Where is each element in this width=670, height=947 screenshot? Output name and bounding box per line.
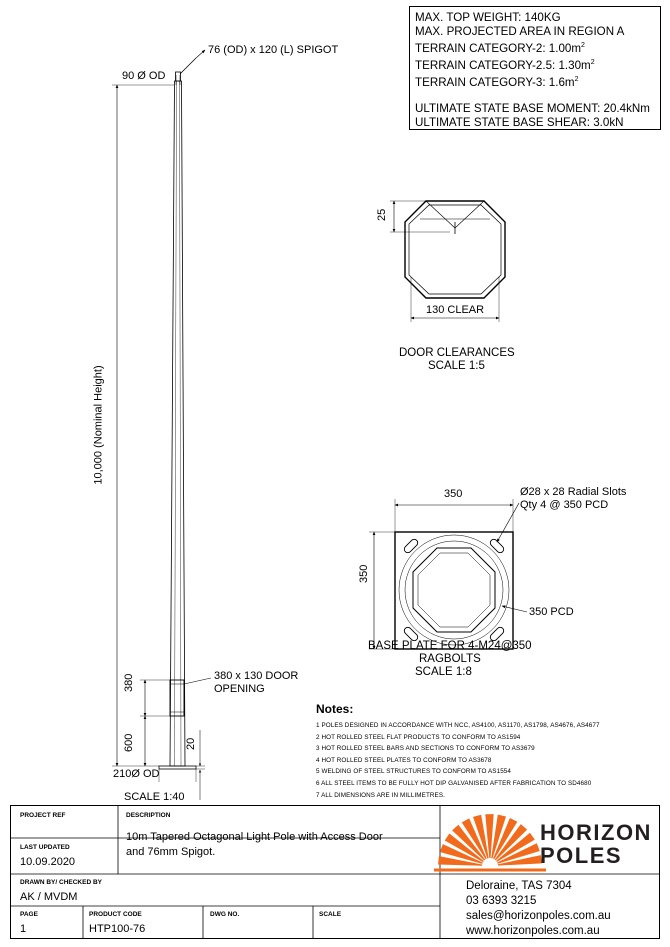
base-plate-scale: SCALE 1:8 <box>415 666 472 678</box>
note-item: 4 HOT ROLLED STEEL PLATES TO CONFORM TO AS3678 <box>316 756 492 764</box>
door-opening-label-2: OPENING <box>214 683 265 695</box>
nominal-height-label: 10,000 (Nominal Height) <box>92 365 105 485</box>
base-od-label: 210Ø OD <box>113 768 160 780</box>
note-item: 7 ALL DIMENSIONS ARE IN MILLIMETRES. <box>316 791 445 799</box>
spec-top-weight: MAX. TOP WEIGHT: 140KG <box>415 11 561 24</box>
description-line-1: 10m Tapered Octagonal Light Pole with Access Door <box>126 831 383 843</box>
company-name-line-2: POLES <box>540 843 623 868</box>
door-clearances-title: DOOR CLEARANCES <box>399 347 515 359</box>
pole-shaft <box>170 81 185 766</box>
door-clearance-octagon-outer <box>405 201 505 298</box>
note-item: 6 ALL STEEL ITEMS TO BE FULLY HOT DIP GALVANISED AFTER FABRICATION TO SD4680 <box>316 779 592 787</box>
radial-slots-label-2: Qty 4 @ 350 PCD <box>520 499 609 511</box>
notes-section <box>316 702 600 801</box>
drawn-by-value: AK / MVDM <box>20 891 78 903</box>
note-item: 2 HOT ROLLED STEEL FLAT PRODUCTS TO CONFORM TO AS1594 <box>316 733 521 741</box>
pole-scale-label: SCALE 1:40 <box>124 791 185 803</box>
scale-label: SCALE <box>319 911 342 918</box>
note-item: 5 WELDING OF STEEL STRUCTURES TO CONFORM TO AS1554 <box>316 768 511 776</box>
page-value: 1 <box>20 923 27 935</box>
spec-terrain-cat-2-5: TERRAIN CATEGORY-2.5: $1.30m^2$ <box>415 58 595 72</box>
page-label: PAGE <box>20 911 38 918</box>
company-name-line-1: HORIZON <box>540 820 652 845</box>
door-opening-label-1: 380 x 130 DOOR <box>214 670 299 682</box>
base-plate-title-1: BASE PLATE FOR 4-M24@350 <box>368 640 532 652</box>
note-item: 3 HOT ROLLED STEEL BARS AND SECTIONS TO CONFORM TO AS3679 <box>316 745 535 753</box>
pole-base-plate <box>159 766 196 769</box>
notes-heading: Notes: <box>316 702 354 716</box>
company-phone: 03 6393 3215 <box>466 895 537 907</box>
company-website[interactable]: www.horizonpoles.com.au <box>466 925 600 937</box>
specification-box <box>409 6 661 130</box>
door-opening-outline <box>170 680 184 716</box>
dim-20-label: 20 <box>185 737 197 750</box>
last-updated-value: 10.09.2020 <box>20 856 76 868</box>
dwg-no-label: DWG NO. <box>210 911 240 918</box>
pcd-circle <box>399 535 509 645</box>
product-code-value: HTP100-76 <box>89 923 146 935</box>
product-code-label: PRODUCT CODE <box>89 911 142 918</box>
company-contact <box>466 879 611 939</box>
dim-130-clear-label: 130 CLEAR <box>426 304 485 316</box>
base-plate-plan <box>369 499 527 649</box>
company-location: Deloraine, TAS 7304 <box>466 880 572 892</box>
description-label: DESCRIPTION <box>126 812 171 819</box>
pcd-label: 350 PCD <box>529 606 574 618</box>
radial-slots-label-1: Ø28 x 28 Radial Slots <box>520 486 627 498</box>
project-ref-label: PROJECT REF <box>20 812 66 819</box>
pole-base-octagon <box>413 548 495 632</box>
drawn-by-label: DRAWN BY/ CHECKED BY <box>20 879 102 886</box>
note-item: 1 POLES DESIGNED IN ACCORDANCE WITH NCC, AS4100, AS1170, AS1798, AS4676, AS4677 <box>316 722 600 729</box>
door-clearance-octagon-inner <box>409 205 501 294</box>
last-updated-label: LAST UPDATED <box>20 844 70 851</box>
base-plate-title-2: RAGBOLTS <box>419 653 481 665</box>
dim-350-top-label: 350 <box>444 488 463 500</box>
description-line-2: and 76mm Spigot. <box>126 846 216 858</box>
spec-terrain-cat-2: TERRAIN CATEGORY-2: $1.00m^2$ <box>415 41 585 55</box>
dim-25-label: 25 <box>376 208 388 221</box>
top-od-label: 90 Ø OD <box>122 70 166 82</box>
spigot-label: 76 (OD) x 120 (L) SPIGOT <box>208 44 339 56</box>
dim-380-label: 380 <box>123 673 135 692</box>
door-clearances-scale: SCALE 1:5 <box>428 360 485 372</box>
dim-600-label: 600 <box>123 733 135 752</box>
dim-350-side-label: 350 <box>358 564 370 583</box>
company-email[interactable]: sales@horizonpoles.com.au <box>466 910 611 922</box>
spec-base-shear: ULTIMATE STATE BASE SHEAR: 3.0kN <box>415 115 624 129</box>
spec-projected-area: MAX. PROJECTED AREA IN REGION A <box>415 25 625 38</box>
spec-terrain-cat-3: TERRAIN CATEGORY-3: $1.6m^2$ <box>415 75 579 89</box>
spec-base-moment: ULTIMATE STATE BASE MOMENT: 20.4kNm <box>415 101 650 115</box>
